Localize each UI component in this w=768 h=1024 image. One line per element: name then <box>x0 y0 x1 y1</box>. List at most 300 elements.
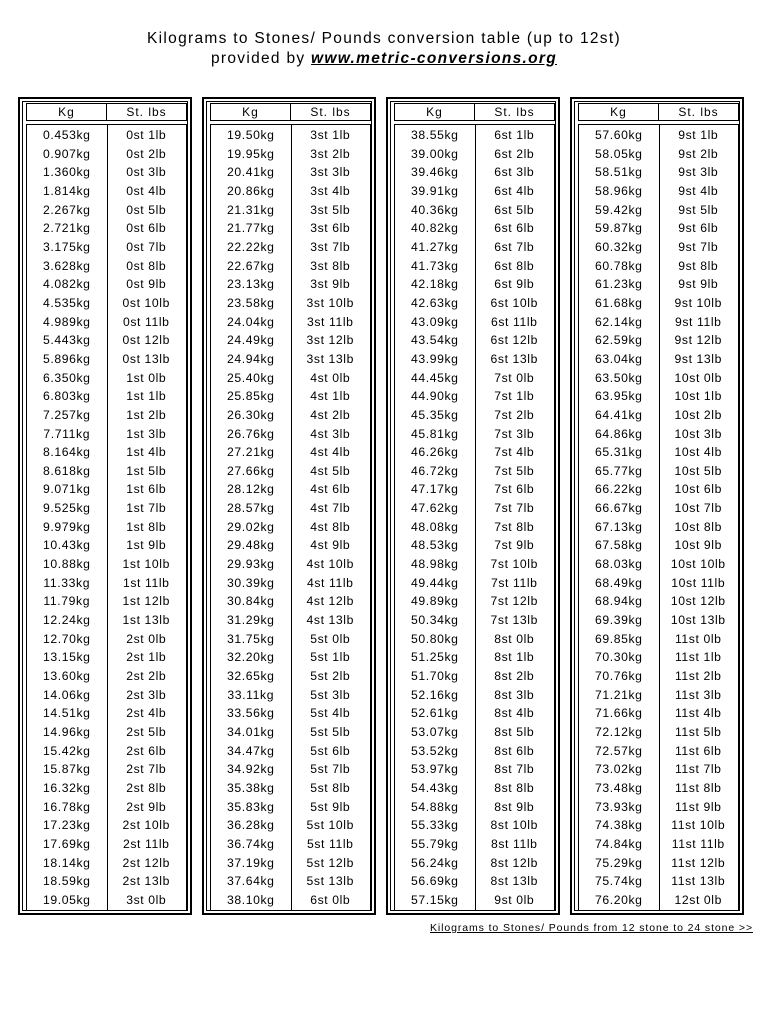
kg-cell: 37.64kg <box>226 874 275 889</box>
table-row <box>27 480 186 499</box>
kg-cell: 75.74kg <box>594 874 643 889</box>
stone-lbs-cell: 3st 1lb <box>310 128 351 142</box>
table-row <box>579 742 738 761</box>
table-row <box>395 648 554 667</box>
kg-cell: 65.77kg <box>594 463 643 478</box>
stone-lbs-cell: 9st 12lb <box>674 333 722 348</box>
kg-cell: 73.02kg <box>594 762 643 777</box>
stone-lbs-cell: 11st 5lb <box>674 725 722 739</box>
table-row <box>579 686 738 705</box>
stone-lbs-cell: 7st 5lb <box>494 463 535 478</box>
stone-column-header: St. lbs <box>494 105 535 119</box>
stone-lbs-cell: 3st 0lb <box>126 892 167 907</box>
kg-cell: 34.92kg <box>226 762 275 777</box>
kg-cell: 3.628kg <box>42 258 91 273</box>
kg-cell: 5.896kg <box>42 351 91 366</box>
stone-lbs-cell: 8st 4lb <box>494 706 535 721</box>
kg-cell: 43.54kg <box>410 333 459 348</box>
table-row <box>27 275 186 294</box>
table-row <box>395 126 554 145</box>
kg-cell: 13.60kg <box>42 669 91 684</box>
table-row <box>579 704 738 723</box>
table-row <box>579 536 738 555</box>
kg-cell: 33.56kg <box>226 706 275 721</box>
stone-lbs-cell: 9st 4lb <box>678 183 719 198</box>
table-row <box>395 387 554 406</box>
title-line-2 <box>0 49 768 69</box>
table-row <box>395 350 554 369</box>
kg-cell: 35.83kg <box>226 799 275 814</box>
kg-cell: 64.86kg <box>594 426 643 441</box>
kg-cell: 0.453kg <box>42 128 91 142</box>
stone-lbs-cell: 10st 2lb <box>674 407 722 422</box>
kg-cell: 11.33kg <box>43 575 91 590</box>
kg-cell: 9.979kg <box>42 519 91 534</box>
kg-cell: 59.42kg <box>594 202 643 217</box>
kg-cell: 10.43kg <box>42 538 91 553</box>
kg-cell: 1.360kg <box>42 165 91 180</box>
kg-cell: 25.40kg <box>226 370 275 385</box>
stone-lbs-cell: 10st 4lb <box>674 445 722 460</box>
kg-cell: 53.52kg <box>410 743 459 758</box>
kg-cell: 57.15kg <box>410 892 459 907</box>
stone-lbs-cell: 1st 4lb <box>126 445 167 460</box>
table-header <box>578 103 739 121</box>
table-row <box>395 145 554 164</box>
stone-lbs-cell: 5st 7lb <box>310 762 351 777</box>
kg-cell: 38.55kg <box>410 128 459 142</box>
table-row <box>395 425 554 444</box>
kg-cell: 73.48kg <box>594 780 643 795</box>
table-row <box>211 891 370 910</box>
kg-cell: 30.39kg <box>226 575 275 590</box>
stone-lbs-cell: 3st 8lb <box>310 258 351 273</box>
kg-cell: 64.41kg <box>594 407 643 422</box>
kg-cell: 35.38kg <box>226 780 275 795</box>
table-row <box>395 742 554 761</box>
table-row <box>211 219 370 238</box>
stone-lbs-cell: 10st 13lb <box>670 613 726 628</box>
table-row <box>27 835 186 854</box>
stone-lbs-cell: 4st 11lb <box>306 575 354 590</box>
stone-lbs-cell: 6st 8lb <box>494 258 535 273</box>
stone-lbs-cell: 2st 2lb <box>126 669 167 684</box>
kg-cell: 43.99kg <box>410 351 459 366</box>
stone-lbs-cell: 2st 13lb <box>122 874 170 889</box>
table-row <box>579 574 738 593</box>
stone-lbs-cell: 6st 0lb <box>310 892 351 907</box>
table-row <box>27 462 186 481</box>
kg-cell: 19.95kg <box>226 146 275 161</box>
table-row <box>211 387 370 406</box>
table-row <box>27 574 186 593</box>
kg-cell: 53.97kg <box>410 762 459 777</box>
stone-lbs-cell: 11st 10lb <box>671 818 726 833</box>
kg-cell: 49.89kg <box>410 594 459 609</box>
kg-cell: 61.23kg <box>594 277 643 292</box>
stone-lbs-cell: 5st 11lb <box>306 836 354 851</box>
stone-lbs-cell: 10st 0lb <box>674 370 722 385</box>
table-row <box>579 611 738 630</box>
kg-cell: 62.14kg <box>594 314 643 329</box>
stone-lbs-cell: 2st 8lb <box>126 780 167 795</box>
table-row <box>211 760 370 779</box>
kg-cell: 34.47kg <box>226 743 275 758</box>
kg-cell: 18.59kg <box>42 874 91 889</box>
stone-lbs-cell: 7st 10lb <box>490 557 538 572</box>
kg-cell: 50.34kg <box>410 613 459 628</box>
stone-lbs-cell: 2st 12lb <box>122 855 170 870</box>
table-row <box>395 779 554 798</box>
kg-cell: 67.13kg <box>594 519 643 534</box>
kg-cell: 17.69kg <box>42 836 91 851</box>
table-row <box>395 294 554 313</box>
stone-lbs-cell: 4st 7lb <box>310 501 351 516</box>
page-title <box>0 29 768 69</box>
kg-cell: 46.26kg <box>410 445 459 460</box>
site-link[interactable]: www.metric-conversions.org <box>311 50 558 67</box>
stone-lbs-cell: 7st 13lb <box>490 613 538 628</box>
stone-lbs-cell: 1st 11lb <box>122 575 170 590</box>
kg-cell: 43.09kg <box>410 314 459 329</box>
table-body <box>578 124 739 911</box>
table-row <box>27 126 186 145</box>
table-row <box>579 499 738 518</box>
kg-cell: 9.525kg <box>42 501 91 516</box>
table-row <box>211 854 370 873</box>
stone-lbs-cell: 7st 1lb <box>494 389 535 404</box>
stone-lbs-cell: 7st 8lb <box>494 519 535 534</box>
kg-cell: 26.30kg <box>226 407 275 422</box>
table-row <box>211 182 370 201</box>
table-row <box>27 686 186 705</box>
table-row <box>27 760 186 779</box>
table-row <box>211 406 370 425</box>
stone-lbs-cell: 7st 3lb <box>494 426 535 441</box>
stone-lbs-cell: 9st 7lb <box>678 239 719 254</box>
stone-lbs-cell: 7st 9lb <box>494 538 535 553</box>
stone-lbs-cell: 0st 5lb <box>126 202 167 217</box>
table-row <box>211 275 370 294</box>
table-row <box>395 835 554 854</box>
conversion-table-1 <box>18 97 192 915</box>
kg-cell: 30.84kg <box>226 594 275 609</box>
stone-lbs-cell: 6st 11lb <box>490 314 538 329</box>
kg-cell: 63.50kg <box>594 370 643 385</box>
table-row <box>27 630 186 649</box>
kg-cell: 2.721kg <box>42 221 91 236</box>
kg-cell: 28.12kg <box>226 482 275 497</box>
kg-cell: 29.02kg <box>226 519 275 534</box>
kg-cell: 62.59kg <box>594 333 643 348</box>
table-row <box>211 369 370 388</box>
stone-lbs-cell: 10st 9lb <box>674 538 722 553</box>
stone-lbs-cell: 0st 6lb <box>126 221 167 236</box>
next-table-link[interactable]: Kilograms to Stones/ Pounds from 12 stone to 24 stone >> <box>430 922 753 934</box>
stone-lbs-cell: 1st 8lb <box>126 519 167 534</box>
table-row <box>211 518 370 537</box>
table-row <box>211 313 370 332</box>
table-row <box>579 779 738 798</box>
kg-cell: 42.18kg <box>410 277 459 292</box>
kg-cell: 38.10kg <box>226 892 275 907</box>
table-row <box>27 499 186 518</box>
kg-cell: 70.30kg <box>594 650 643 665</box>
table-body <box>210 124 371 911</box>
table-row <box>579 387 738 406</box>
stone-lbs-cell: 5st 0lb <box>310 631 351 646</box>
stone-lbs-cell: 4st 6lb <box>310 482 351 497</box>
kg-cell: 12.24kg <box>42 613 91 628</box>
stone-lbs-cell: 8st 8lb <box>494 780 535 795</box>
kg-cell: 9.071kg <box>42 482 91 497</box>
table-row <box>27 406 186 425</box>
kg-cell: 74.38kg <box>594 818 643 833</box>
table-row <box>579 648 738 667</box>
table-row <box>579 294 738 313</box>
table-row <box>27 163 186 182</box>
table-row <box>27 779 186 798</box>
kg-cell: 44.45kg <box>410 370 459 385</box>
stone-lbs-cell: 3st 4lb <box>310 183 351 198</box>
kg-cell: 41.27kg <box>410 239 459 254</box>
stone-lbs-cell: 11st 3lb <box>674 687 722 702</box>
kg-cell: 52.16kg <box>410 687 459 702</box>
kg-cell: 6.350kg <box>42 370 91 385</box>
stone-lbs-cell: 5st 12lb <box>306 855 354 870</box>
table-row <box>27 891 186 910</box>
kg-cell: 1.814kg <box>42 183 91 198</box>
table-row <box>395 667 554 686</box>
kg-cell: 68.94kg <box>594 594 643 609</box>
stone-lbs-cell: 5st 13lb <box>306 874 354 889</box>
stone-lbs-cell: 3st 13lb <box>306 351 354 366</box>
kg-cell: 54.43kg <box>410 780 459 795</box>
stone-lbs-cell: 8st 0lb <box>494 631 535 646</box>
table-row <box>211 499 370 518</box>
table-row <box>211 704 370 723</box>
stone-column-header: St. lbs <box>310 105 351 119</box>
stone-lbs-cell: 0st 9lb <box>126 277 167 292</box>
stone-lbs-cell: 6st 3lb <box>494 165 535 180</box>
stone-lbs-cell: 2st 9lb <box>126 799 167 814</box>
table-row <box>27 369 186 388</box>
kg-cell: 31.29kg <box>226 613 275 628</box>
stone-lbs-cell: 0st 7lb <box>126 239 167 254</box>
table-row <box>579 313 738 332</box>
kg-cell: 3.175kg <box>42 239 91 254</box>
table-row <box>27 592 186 611</box>
kg-cell: 48.98kg <box>410 557 459 572</box>
kg-cell: 37.19kg <box>226 855 275 870</box>
kg-cell: 23.58kg <box>226 295 275 310</box>
table-row <box>211 126 370 145</box>
table-row <box>27 723 186 742</box>
kg-cell: 42.63kg <box>410 295 459 310</box>
kg-cell: 56.24kg <box>410 855 459 870</box>
kg-cell: 66.67kg <box>594 501 643 516</box>
table-row <box>579 854 738 873</box>
table-row <box>579 425 738 444</box>
table-row <box>27 182 186 201</box>
kg-cell: 44.90kg <box>410 389 459 404</box>
table-row <box>395 704 554 723</box>
kg-cell: 7.711kg <box>43 426 91 441</box>
table-header <box>210 103 371 121</box>
stone-lbs-cell: 11st 1lb <box>674 650 722 665</box>
table-row <box>211 163 370 182</box>
kg-cell: 24.94kg <box>226 351 275 366</box>
table-row <box>211 872 370 891</box>
kg-cell: 76.20kg <box>594 892 643 907</box>
stone-lbs-cell: 6st 7lb <box>494 239 535 254</box>
stone-lbs-cell: 11st 11lb <box>671 836 725 851</box>
stone-lbs-cell: 11st 13lb <box>671 874 726 889</box>
stone-lbs-cell: 6st 2lb <box>494 146 535 161</box>
kg-column-header: Kg <box>395 104 475 120</box>
stone-lbs-cell: 11st 12lb <box>671 855 726 870</box>
table-row <box>395 480 554 499</box>
table-row <box>395 891 554 910</box>
stone-lbs-cell: 11st 2lb <box>674 669 722 684</box>
table-row <box>211 779 370 798</box>
kg-column-header: Kg <box>27 104 107 120</box>
kg-cell: 23.13kg <box>226 277 275 292</box>
kg-cell: 21.31kg <box>226 202 275 217</box>
table-row <box>27 219 186 238</box>
stone-lbs-cell: 3st 3lb <box>310 165 351 180</box>
kg-cell: 7.257kg <box>42 407 91 422</box>
table-row <box>211 798 370 817</box>
stone-lbs-cell: 8st 1lb <box>494 650 535 665</box>
provided-by-text: provided by <box>210 50 312 67</box>
stone-lbs-cell: 8st 9lb <box>494 799 535 814</box>
stone-lbs-cell: 2st 4lb <box>126 706 167 721</box>
kg-cell: 6.803kg <box>42 389 91 404</box>
table-row <box>211 667 370 686</box>
stone-lbs-cell: 1st 3lb <box>126 426 167 441</box>
table-row <box>579 816 738 835</box>
table-row <box>211 257 370 276</box>
table-row <box>27 331 186 350</box>
stone-lbs-cell: 9st 11lb <box>674 314 722 329</box>
kg-cell: 33.11kg <box>227 687 275 702</box>
table-row <box>579 462 738 481</box>
stone-lbs-cell: 2st 6lb <box>126 743 167 758</box>
kg-cell: 72.57kg <box>594 743 643 758</box>
stone-lbs-cell: 0st 4lb <box>126 183 167 198</box>
kg-cell: 16.78kg <box>42 799 91 814</box>
kg-cell: 27.21kg <box>226 445 275 460</box>
stone-lbs-cell: 8st 11lb <box>490 836 538 851</box>
kg-cell: 57.60kg <box>594 128 643 142</box>
kg-column-header: Kg <box>579 104 659 120</box>
stone-lbs-cell: 6st 6lb <box>494 221 535 236</box>
kg-cell: 48.53kg <box>410 538 459 553</box>
kg-cell: 71.66kg <box>594 706 643 721</box>
table-row <box>211 723 370 742</box>
table-row <box>579 126 738 145</box>
stone-lbs-cell: 2st 7lb <box>126 762 167 777</box>
stone-lbs-cell: 9st 8lb <box>678 258 719 273</box>
stone-lbs-cell: 3st 12lb <box>306 333 354 348</box>
table-row <box>27 425 186 444</box>
table-row <box>579 145 738 164</box>
table-row <box>211 816 370 835</box>
kg-cell: 72.12kg <box>594 725 643 739</box>
kg-cell: 26.76kg <box>226 426 275 441</box>
stone-lbs-cell: 2st 0lb <box>126 631 167 646</box>
stone-lbs-cell: 0st 12lb <box>122 333 170 348</box>
stone-lbs-cell: 9st 1lb <box>678 128 719 142</box>
stone-lbs-cell: 5st 4lb <box>310 706 351 721</box>
table-row <box>27 257 186 276</box>
table-row <box>211 201 370 220</box>
kg-cell: 22.22kg <box>226 239 275 254</box>
kg-cell: 47.62kg <box>410 501 459 516</box>
kg-cell: 24.04kg <box>226 314 275 329</box>
table-row <box>27 816 186 835</box>
stone-lbs-cell: 3st 5lb <box>310 202 351 217</box>
kg-cell: 51.70kg <box>410 669 459 684</box>
table-row <box>579 872 738 891</box>
table-row <box>27 294 186 313</box>
kg-cell: 32.20kg <box>226 650 275 665</box>
kg-cell: 2.267kg <box>42 202 91 217</box>
kg-cell: 21.77kg <box>226 221 275 236</box>
stone-lbs-cell: 6st 5lb <box>494 202 535 217</box>
table-row <box>579 182 738 201</box>
table-row <box>211 294 370 313</box>
table-row <box>395 313 554 332</box>
stone-lbs-cell: 1st 12lb <box>122 594 170 609</box>
kg-cell: 63.04kg <box>594 351 643 366</box>
stone-lbs-cell: 7st 11lb <box>490 575 538 590</box>
stone-lbs-cell: 8st 2lb <box>494 669 535 684</box>
kg-cell: 24.49kg <box>226 333 275 348</box>
table-row <box>27 443 186 462</box>
stone-lbs-cell: 7st 4lb <box>494 445 535 460</box>
kg-cell: 27.66kg <box>226 463 275 478</box>
table-row <box>579 369 738 388</box>
kg-cell: 14.96kg <box>42 725 91 739</box>
stone-lbs-cell: 11st 7lb <box>674 762 722 777</box>
table-row <box>395 331 554 350</box>
kg-cell: 47.17kg <box>410 482 459 497</box>
table-row <box>211 145 370 164</box>
table-row <box>211 425 370 444</box>
kg-cell: 65.31kg <box>594 445 643 460</box>
stone-lbs-cell: 0st 13lb <box>122 351 170 366</box>
table-header <box>394 103 555 121</box>
kg-cell: 11.79kg <box>43 594 91 609</box>
kg-cell: 52.61kg <box>410 706 459 721</box>
stone-lbs-cell: 7st 0lb <box>494 370 535 385</box>
table-row <box>395 182 554 201</box>
table-row <box>579 667 738 686</box>
table-row <box>211 462 370 481</box>
kg-cell: 39.91kg <box>410 183 459 198</box>
kg-cell: 70.76kg <box>594 669 643 684</box>
conversion-table-4 <box>570 97 744 915</box>
kg-cell: 55.33kg <box>410 818 459 833</box>
stone-lbs-cell: 10st 1lb <box>674 389 722 404</box>
kg-cell: 39.00kg <box>410 146 459 161</box>
stone-lbs-cell: 0st 10lb <box>122 295 170 310</box>
stone-lbs-cell: 6st 12lb <box>490 333 538 348</box>
table-row <box>27 518 186 537</box>
table-row <box>395 219 554 238</box>
